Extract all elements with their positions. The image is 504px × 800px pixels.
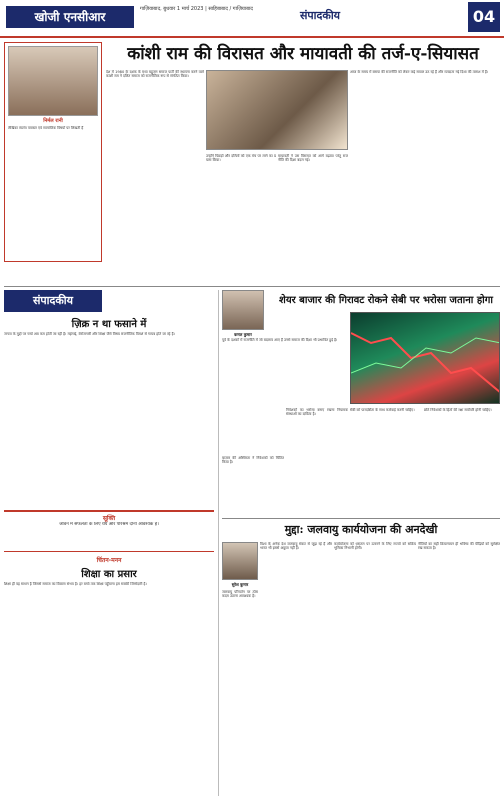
masthead-logo: खोजी एनसीआर — [6, 6, 134, 28]
share-market-headline: शेयर बाजार की गिरावट रोकने सेबी पर भरोसा जताना होगा — [279, 295, 493, 306]
climate-text-column: जलवायु परिवर्तन पर ठोस कदम उठाना आवश्यक है। — [222, 590, 258, 599]
climate-author-name: सुरेश कुमार — [231, 582, 249, 587]
column-text: बाज़ार की अस्थिरता ने निवेशकों को चिंतित किया है। — [222, 456, 284, 465]
editorial-banner: संपादकीय — [4, 290, 102, 312]
author-bio: लेखिका स्वतंत्र पत्रकार एवं सामाजिक विषयों पर लिखती हैं — [8, 126, 84, 130]
lead-text-column: आज के समय में बसपा की राजनीति को लेकर कई सवाल उठ रहे हैं और मतदाता नई दिशा की तलाश में हैं। — [350, 70, 489, 74]
author-box — [4, 42, 102, 262]
section-divider — [222, 518, 500, 519]
editorial-headline: ज़िक्र न था फसाने में — [71, 319, 147, 330]
column-text: सेबी को पारदर्शिता के साथ कार्रवाई करनी चाहिए। — [350, 408, 415, 412]
editorial2-headline: शिक्षा का प्रसार — [81, 569, 137, 580]
stock-market-photo — [350, 312, 500, 404]
stock-chart-graphic — [351, 313, 500, 404]
column-divider — [218, 290, 219, 796]
lead-headline: कांशी राम की विरासत और मायावती की तर्ज-ए-सियासत — [127, 44, 479, 64]
section-title: संपादकीय — [300, 9, 341, 22]
page-header — [0, 0, 504, 38]
climate-text-column: विश्व के अनेक देश जलवायु संकट से जूझ रहे हैं और भारत भी इससे अछूता नहीं है। — [260, 542, 332, 551]
column-text: छोटे निवेशकों के हितों की रक्षा सर्वोपरि होनी चाहिए। — [424, 408, 492, 412]
author-photo — [8, 46, 98, 116]
climate-author-photo — [222, 542, 258, 580]
section-divider — [4, 286, 500, 287]
lead-photo — [206, 70, 348, 150]
column-text: निवेशकों का भरोसा बनाए रखना नियामक संस्थाओं का दायित्व है। — [286, 408, 348, 417]
column-text: पूर्व के दशकों में राजनीति में जो बदलाव आए हैं उनसे समाज की दिशा भी प्रभावित हुई है। — [222, 338, 338, 342]
climate-text-column: कार्ययोजना को धरातल पर उतारने के लिए राज्यों को सक्रिय भूमिका निभानी होगी। — [334, 542, 416, 551]
page-number: 04 — [468, 2, 500, 32]
quote-title: सूक्ति — [102, 515, 116, 522]
lead-text-column: मायावती ने उस विरासत को आगे बढ़ाया परंतु राजनीति की दिशा बदल गई। — [278, 154, 348, 163]
climate-text-column: नीतियों का सही क्रियान्वयन ही भविष्य की पीढ़ियों को सुरक्षित रख सकता है। — [418, 542, 500, 551]
quote-text: जीवन में सफलता के लिए धैर्य और परिश्रम दोनों आवश्यक हैं। — [59, 522, 159, 527]
author-name: निर्मल रानी — [43, 118, 63, 124]
columnist-name: कमल कुमार — [234, 332, 252, 337]
columnist-photo — [222, 290, 264, 330]
editorial2-text: शिक्षा ही वह साधन है जिससे समाज का विकास संभव है। हर बच्चे तक शिक्षा पहुँचाना हम सबकी जिम्मेदारी है। — [4, 582, 147, 586]
lead-text-column: उन्होंने पिछड़ों और दलितों को एक मंच पर लाने का प्रयास किया। — [206, 154, 276, 163]
lead-text-column: देश में 1980 के दशक के मध्य बहुजन समाज पार्टी की स्थापना करने वाले कांशी राम ने दलित समाज को राजनीतिक रूप से संगठित किया। — [106, 70, 204, 79]
editorial2-label: चिंतन-मनन — [96, 557, 122, 564]
dateline: गाज़ियाबाद, बुधवार 1 मार्च 2023 | साहिबाबाद / गाज़ियाबाद — [140, 6, 253, 12]
editorial-text: जनता के मुद्दों पर चर्चा अब कम होती जा रही है। महंगाई, बेरोजगारी और शिक्षा जैसे विषय राजनीतिक विमर्श से गायब होते जा रहे हैं। — [4, 332, 175, 336]
quote-box — [4, 510, 214, 552]
climate-headline: मुद्दा: जलवायु कार्ययोजना की अनदेखी — [284, 523, 438, 536]
